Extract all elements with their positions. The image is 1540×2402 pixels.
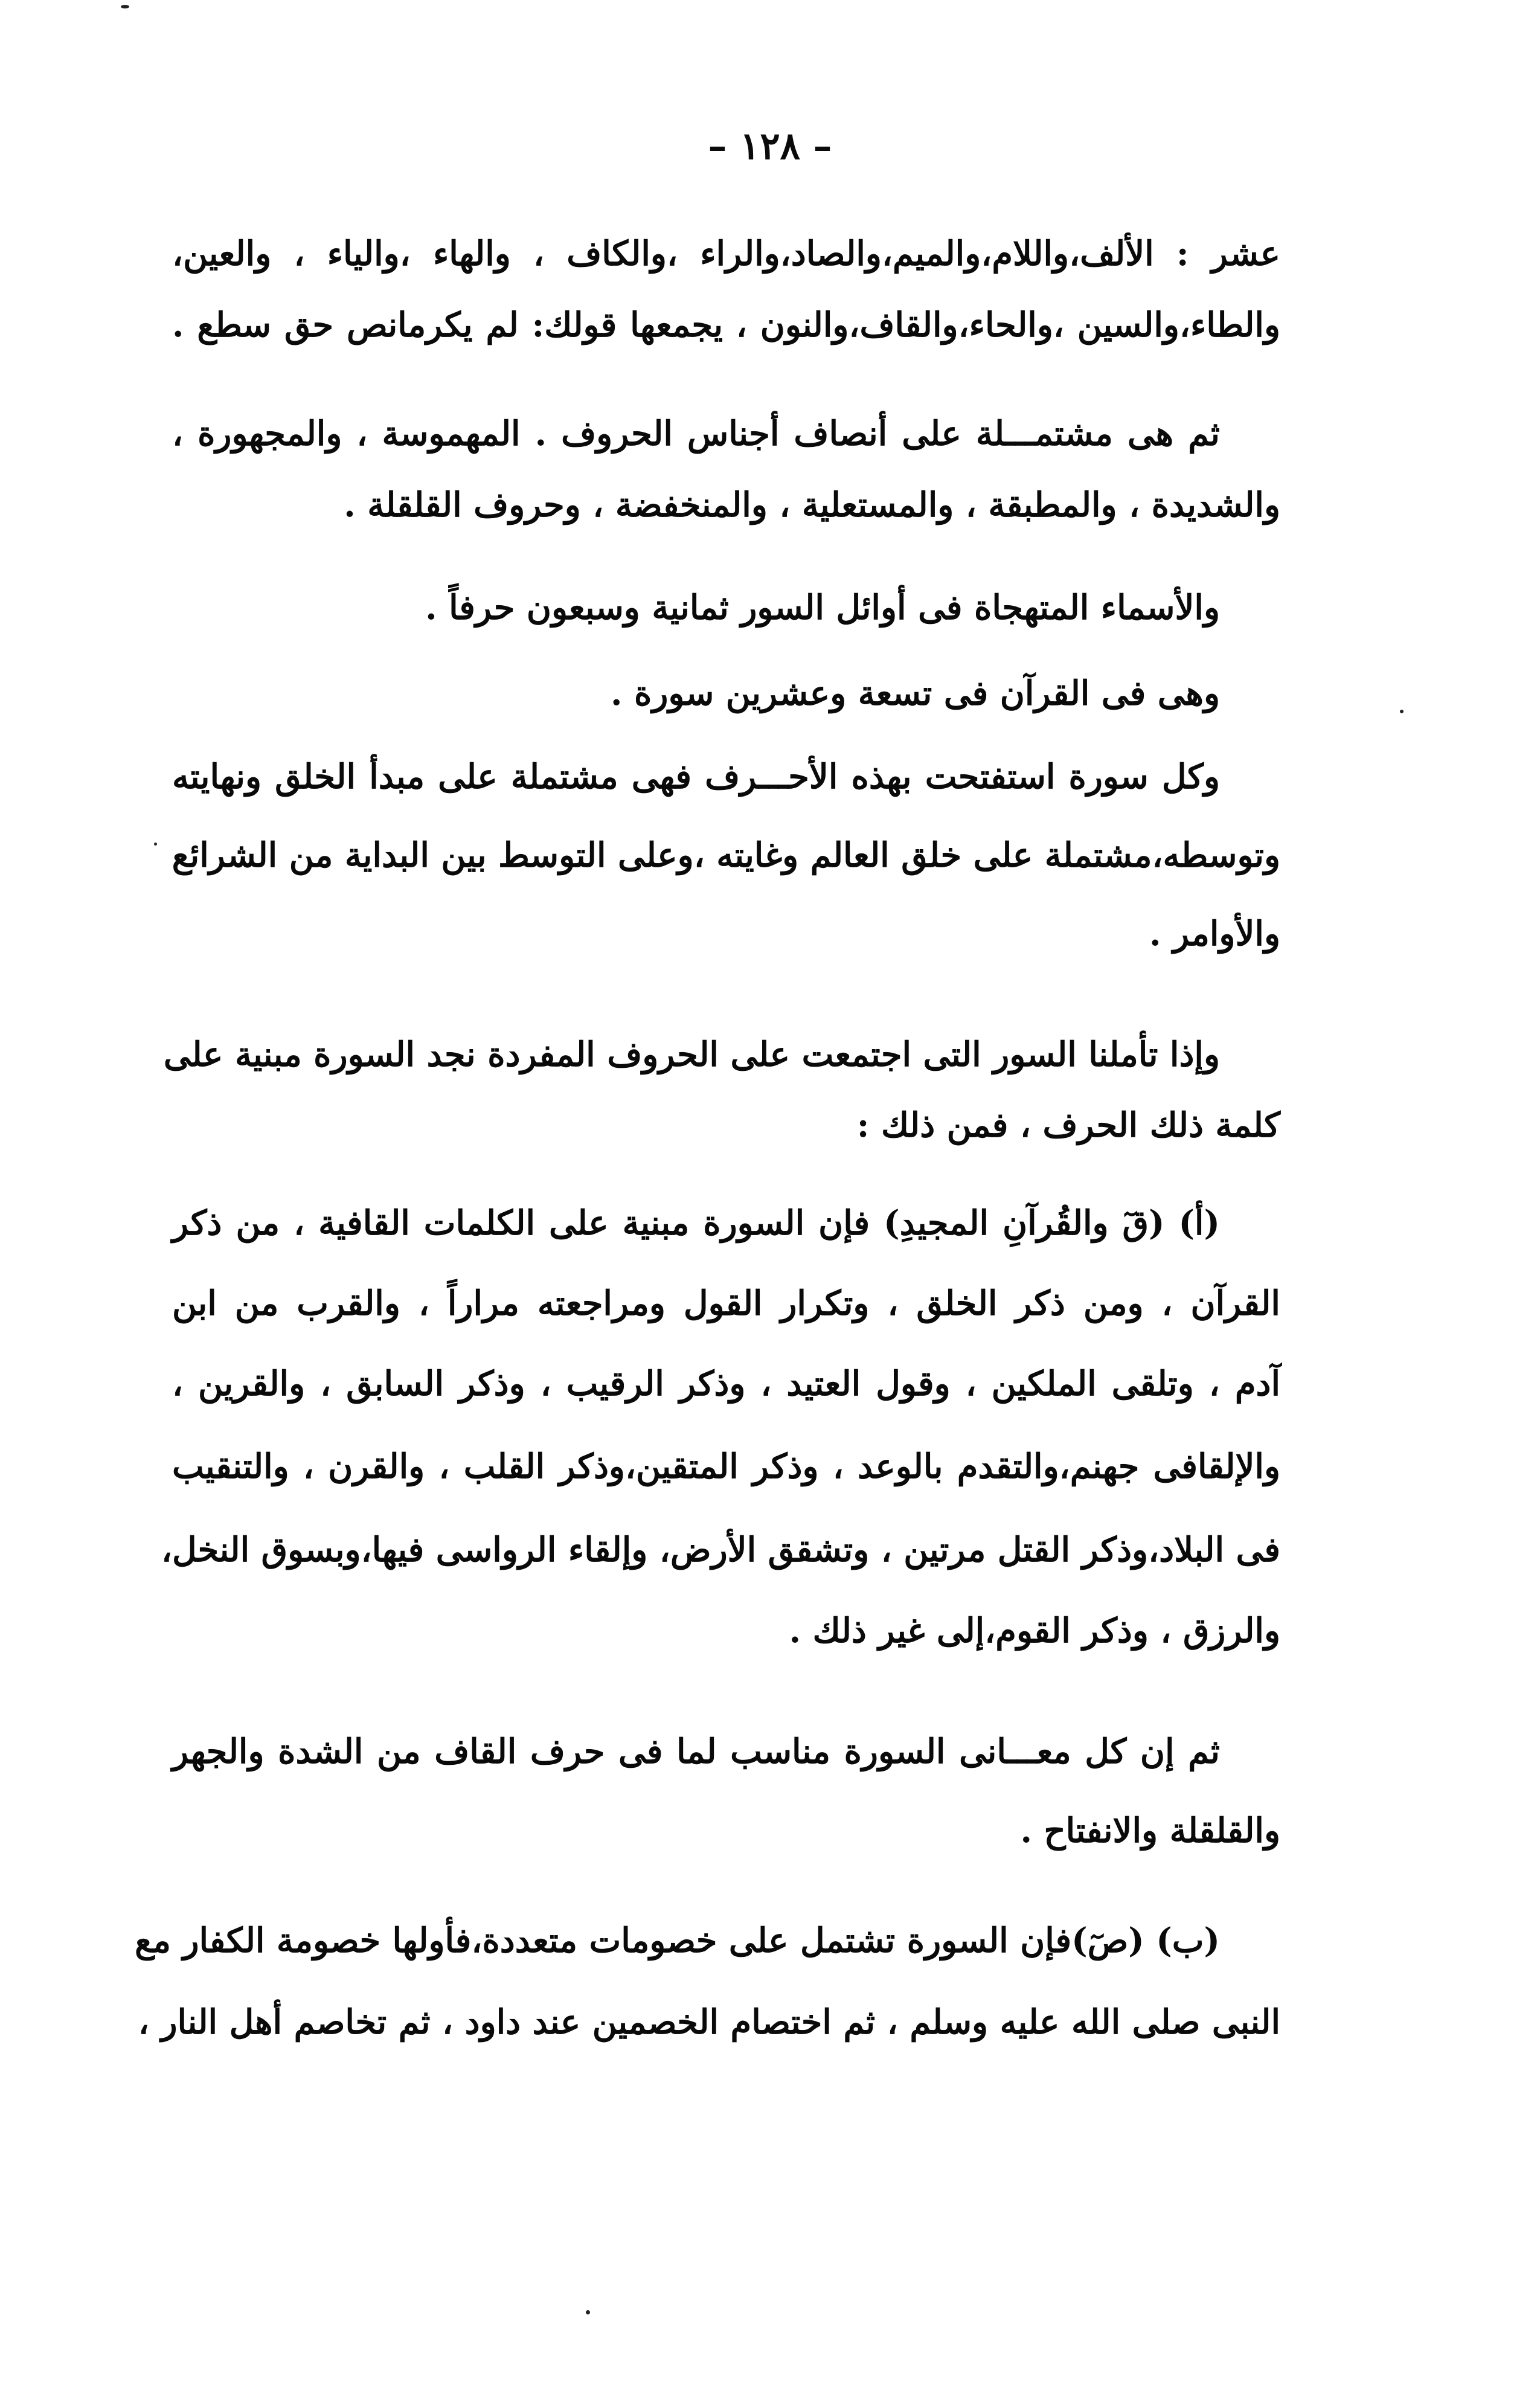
text-line: والطاء،والسين ،والحاء،والقاف،والنون ، يجمعها قولك: لم يكرمانص حق سطع .: [172, 305, 1280, 345]
text-line: وإذا تأملنا السور التى اجتمعت على الحروف المفردة نجد السورة مبنية على: [163, 1035, 1220, 1074]
text-line: ثم هى مشتمـــلة على أنصاف أجناس الحروف . المهموسة ، والمجهورة ،: [172, 414, 1220, 454]
text-line: والأوامر .: [1149, 914, 1280, 954]
text-line: والإلقافى جهنم،والتقدم بالوعد ، وذكر المتقين،وذكر القلب ، والقرن ، والتنقيب: [172, 1447, 1280, 1486]
page-number: – ١٢٨ –: [708, 124, 832, 168]
text-line: والرزق ، وذكر القوم،إلى غير ذلك .: [789, 1611, 1280, 1651]
text-line: (أ) (قٓ والقُرآنِ المجيدِ) فإن السورة مبنية على الكلمات القافية ، من ذكر: [172, 1203, 1220, 1243]
text-line: وتوسطه،مشتملة على خلق العالم وغايته ،وعلى التوسط بين البداية من الشرائع: [172, 835, 1280, 875]
scan-speck: [1400, 710, 1404, 713]
text-line: والشديدة ، والمطبقة ، والمستعلية ، والمنخفضة ، وحروف القلقلة .: [344, 485, 1280, 525]
text-line: النبى صلى الله عليه وسلم ، ثم اختصام الخصمين عند داود ، ثم تخاصم أهل النار ،: [138, 2002, 1280, 2042]
text-line: وكل سورة استفتحت بهذه الأحـــرف فهى مشتملة على مبدأ الخلق ونهايته: [172, 757, 1220, 797]
text-line: والأسماء المتهجاة فى أوائل السور ثمانية وسبعون حرفاً .: [425, 588, 1220, 628]
text-line: ثم إن كل معـــانى السورة مناسب لما فى حرف القاف من الشدة والجهر: [172, 1732, 1220, 1771]
scan-speck: [121, 5, 129, 8]
text-line: (ب) (صٓ)فإن السورة تشتمل على خصومات متعددة،فأولها خصومة الكفار مع: [135, 1921, 1220, 1960]
scan-speck: [586, 2310, 590, 2314]
text-line: كلمة ذلك الحرف ، فمن ذلك :: [856, 1105, 1280, 1145]
text-line: عشر : الألف،واللام،والميم،والصاد،والراء ،والكاف ، والهاء ،والياء ، والعين،: [172, 234, 1280, 274]
text-line: القرآن ، ومن ذكر الخلق ، وتكرار القول ومراجعته مراراً ، والقرب من ابن: [172, 1283, 1280, 1323]
text-line: والقلقلة والانفتاح .: [1020, 1811, 1280, 1851]
text-line: آدم ، وتلقى الملكين ، وقول العتيد ، وذكر الرقيب ، وذكر السابق ، والقرين ،: [172, 1364, 1280, 1404]
text-line: فى البلاد،وذكر القتل مرتين ، وتشقق الأرض، وإلقاء الرواسى فيها،وبسوق النخل،: [161, 1530, 1280, 1570]
text-line: وهى فى القرآن فى تسعة وعشرين سورة .: [611, 673, 1220, 713]
scan-speck: [154, 843, 157, 846]
